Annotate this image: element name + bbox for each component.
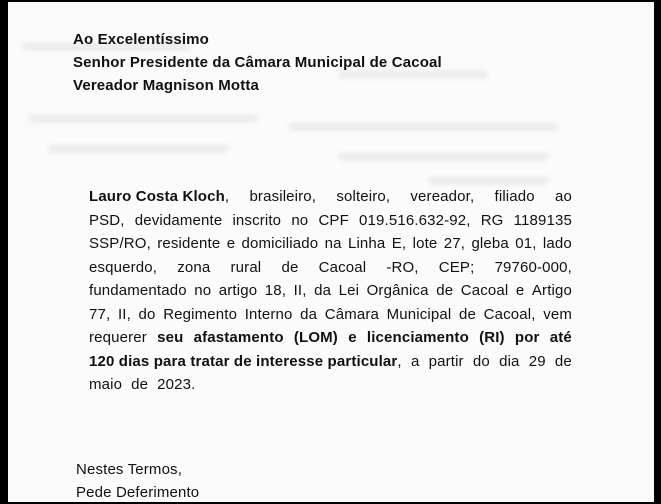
paragraph-word [336, 185, 390, 209]
paragraph-word [543, 303, 572, 327]
bleed-through-mark [428, 176, 548, 185]
bleed-through-mark [338, 152, 548, 161]
paragraph-text: zona [177, 258, 211, 276]
paragraph-word [325, 232, 342, 256]
paragraph-line [89, 209, 572, 233]
paragraph-word [410, 185, 474, 209]
bold-text: licenciamento [366, 329, 469, 346]
paragraph-word [367, 279, 429, 303]
paragraph-word [367, 326, 469, 350]
closing-terms: Nestes Termos, [76, 461, 183, 478]
bold-text: afastamento [193, 329, 284, 346]
paragraph-word [319, 256, 367, 280]
paragraph-word [339, 279, 359, 303]
paragraph-word [89, 209, 125, 233]
paragraph-word [177, 256, 210, 280]
paragraph-word [392, 232, 406, 256]
bold-text: 120 dias para tratar de interesse particular [89, 352, 398, 370]
closing-request: Pede Deferimento [76, 484, 200, 501]
paragraph-word [439, 256, 475, 280]
paragraph-word [481, 209, 504, 233]
paragraph-word [291, 209, 308, 233]
paragraph-text: no [291, 211, 309, 229]
paragraph-word [139, 303, 156, 327]
paragraph-text: brasileiro, [249, 188, 317, 205]
paragraph-word [249, 185, 316, 209]
paragraph-text: 27, [443, 235, 466, 252]
paragraph-word [163, 303, 237, 327]
bold-text: por [514, 329, 540, 346]
paragraph-word [471, 232, 508, 256]
paragraph-text: gleba [471, 235, 509, 252]
paragraph-text: e [515, 282, 525, 299]
paragraph-text: Lei [338, 282, 360, 299]
paragraph-text: 019.516.632-92, [359, 211, 471, 229]
paragraph-word [89, 279, 187, 303]
paragraph-text: de [281, 258, 299, 276]
paragraph-word [348, 232, 385, 256]
paragraph-word [157, 373, 200, 397]
paragraph-text: Orgânica [366, 282, 429, 299]
paragraph-text: artigo [218, 282, 258, 299]
paragraph-word [516, 279, 525, 303]
paragraph-word [459, 303, 476, 327]
paragraph-word [387, 303, 452, 327]
paragraph-word [499, 350, 519, 374]
bold-text: Lauro Costa Kloch [89, 188, 225, 205]
paragraph-text: dia [499, 352, 520, 370]
bold-text: (RI) [479, 329, 505, 346]
paragraph-text: ao [554, 188, 572, 205]
paragraph-word [359, 209, 471, 233]
paragraph-line [89, 232, 572, 256]
paragraph-text: esquerdo, [89, 258, 158, 276]
paragraph-text: requerer [89, 329, 147, 346]
paragraph-word [461, 279, 509, 303]
paragraph-word [89, 373, 127, 397]
paragraph-word [265, 279, 286, 303]
paragraph-line [89, 303, 572, 327]
paragraph-text: do [138, 305, 156, 323]
paragraph-text: Cacoal [460, 282, 509, 299]
paragraph-text: II, [293, 282, 307, 299]
paragraph-text: do [472, 352, 490, 370]
paragraph-text: CPF [318, 211, 349, 229]
paragraph-word [314, 279, 331, 303]
paragraph-text: lote [412, 235, 438, 252]
paragraph-text: filiado [494, 188, 535, 205]
paragraph-text: 1189135 [513, 211, 572, 229]
paragraph-word [89, 256, 157, 280]
paragraph-word [325, 303, 379, 327]
paragraph-text: no [194, 282, 212, 299]
paragraph-text: , [397, 352, 402, 370]
paragraph-word [131, 373, 153, 397]
paragraph-text: PSD, [89, 211, 125, 229]
paragraph-word [157, 326, 183, 350]
paragraph-word [242, 232, 319, 256]
paragraph-text: Cacoal [318, 258, 367, 276]
paragraph-word [529, 350, 546, 374]
paragraph-word [495, 256, 572, 280]
paragraph-word [550, 326, 572, 350]
addressee-salutation: Ao Excelentíssimo [73, 31, 209, 48]
paragraph-word [118, 303, 131, 327]
paragraph-text: Câmara [324, 305, 379, 323]
addressee-title: Senhor Presidente da Câmara Municipal de Cacoal [73, 54, 442, 71]
paragraph-text: partir [428, 352, 464, 370]
paragraph-word [231, 256, 262, 280]
paragraph-text: II, [117, 305, 131, 323]
paragraph-text: Cacoal, [483, 305, 536, 323]
paragraph-text: RG [480, 211, 504, 229]
paragraph-text: 29 [528, 352, 546, 370]
paragraph-text: , [224, 188, 230, 205]
paragraph-text: solteiro, [336, 188, 391, 205]
paragraph-word [89, 350, 402, 374]
paragraph-text: vem [543, 305, 572, 323]
paragraph-word [555, 185, 572, 209]
paragraph-text: Interno [244, 305, 293, 323]
bold-text: até [549, 329, 572, 346]
paragraph-text: Regimento [163, 305, 238, 323]
paragraph-word [227, 232, 236, 256]
paragraph-word [515, 232, 536, 256]
paragraph-line [89, 185, 572, 209]
paragraph-word [479, 326, 505, 350]
paragraph-word [429, 350, 464, 374]
paragraph-word [318, 209, 348, 233]
paragraph-text: residente [157, 235, 221, 252]
paragraph-text: rural [230, 258, 262, 276]
paragraph-word [411, 350, 420, 374]
paragraph-text: maio [89, 376, 123, 393]
paragraph-text: de [554, 352, 572, 370]
paragraph-line [89, 326, 572, 350]
bold-text: e [348, 329, 357, 346]
bleed-through-mark [48, 144, 228, 153]
paragraph-word [514, 209, 572, 233]
paragraph-text: Municipal [386, 305, 452, 323]
bold-text: (LOM) [293, 329, 338, 346]
addressee-name: Vereador Magnison Motta [73, 77, 259, 94]
paragraph-text: Artigo [531, 282, 572, 299]
paragraph-word [348, 326, 357, 350]
paragraph-text: 2023. [157, 376, 196, 393]
paragraph-word [157, 232, 220, 256]
paragraph-word [194, 326, 284, 350]
paragraph-line [89, 279, 572, 303]
paragraph-word [245, 303, 293, 327]
paragraph-word [444, 232, 465, 256]
paragraph-word [135, 209, 223, 233]
paragraph-text: SSP/RO, [89, 235, 151, 252]
bold-text: seu [157, 329, 184, 346]
paragraph-text: vereador, [410, 188, 475, 205]
paragraph-text: E, [391, 235, 407, 252]
paragraph-text: a [410, 352, 420, 370]
paragraph-word [281, 256, 298, 280]
paragraph-word [89, 185, 229, 209]
paragraph-text: Linha [347, 235, 386, 252]
paragraph-text: 01, [515, 235, 537, 252]
paragraph-word [294, 326, 338, 350]
paragraph-word [89, 232, 151, 256]
paragraph-line [89, 373, 572, 397]
paragraph-word [294, 279, 307, 303]
paragraph-text: de [436, 282, 454, 299]
paragraph-text: 79760-000, [494, 258, 572, 276]
paragraph-word [300, 303, 317, 327]
document-paper [8, 2, 654, 502]
closing-block [76, 458, 199, 504]
paragraph-word [495, 185, 535, 209]
paragraph-word [194, 279, 211, 303]
paragraph-word [532, 279, 572, 303]
bleed-through-mark [28, 114, 258, 123]
paragraph-text: na [324, 235, 342, 252]
paragraph-text: e [226, 235, 236, 252]
paragraph-text: lado [542, 235, 572, 252]
paragraph-text: de [131, 376, 149, 393]
paragraph-word [555, 350, 572, 374]
paragraph-text: domiciliado [241, 235, 319, 252]
paragraph-text: 77, [89, 305, 111, 323]
paragraph-text: devidamente [134, 211, 223, 229]
paragraph-word [89, 303, 110, 327]
paragraph-text: fundamentado [89, 282, 187, 299]
paragraph-word [232, 209, 281, 233]
paragraph-text: -RO, [386, 258, 419, 276]
paragraph-word [515, 326, 540, 350]
paragraph-word [484, 303, 536, 327]
paragraph-word [386, 256, 418, 280]
paragraph-word [413, 232, 438, 256]
paragraph-text: de [459, 305, 476, 323]
paragraph-line [89, 350, 572, 374]
addressee-block [73, 28, 442, 97]
request-paragraph [89, 185, 572, 397]
paragraph-text: inscrito [232, 211, 282, 229]
paragraph-word [219, 279, 257, 303]
paragraph-text: da [314, 282, 332, 299]
paragraph-line [89, 256, 572, 280]
paragraph-text: da [300, 305, 318, 323]
paragraph-text: CEP; [438, 258, 475, 276]
paragraph-word [473, 350, 490, 374]
bleed-through-mark [288, 122, 558, 131]
paragraph-word [89, 326, 147, 350]
paragraph-word [543, 232, 572, 256]
paragraph-text: 18, [264, 282, 287, 299]
paragraph-word [436, 279, 453, 303]
